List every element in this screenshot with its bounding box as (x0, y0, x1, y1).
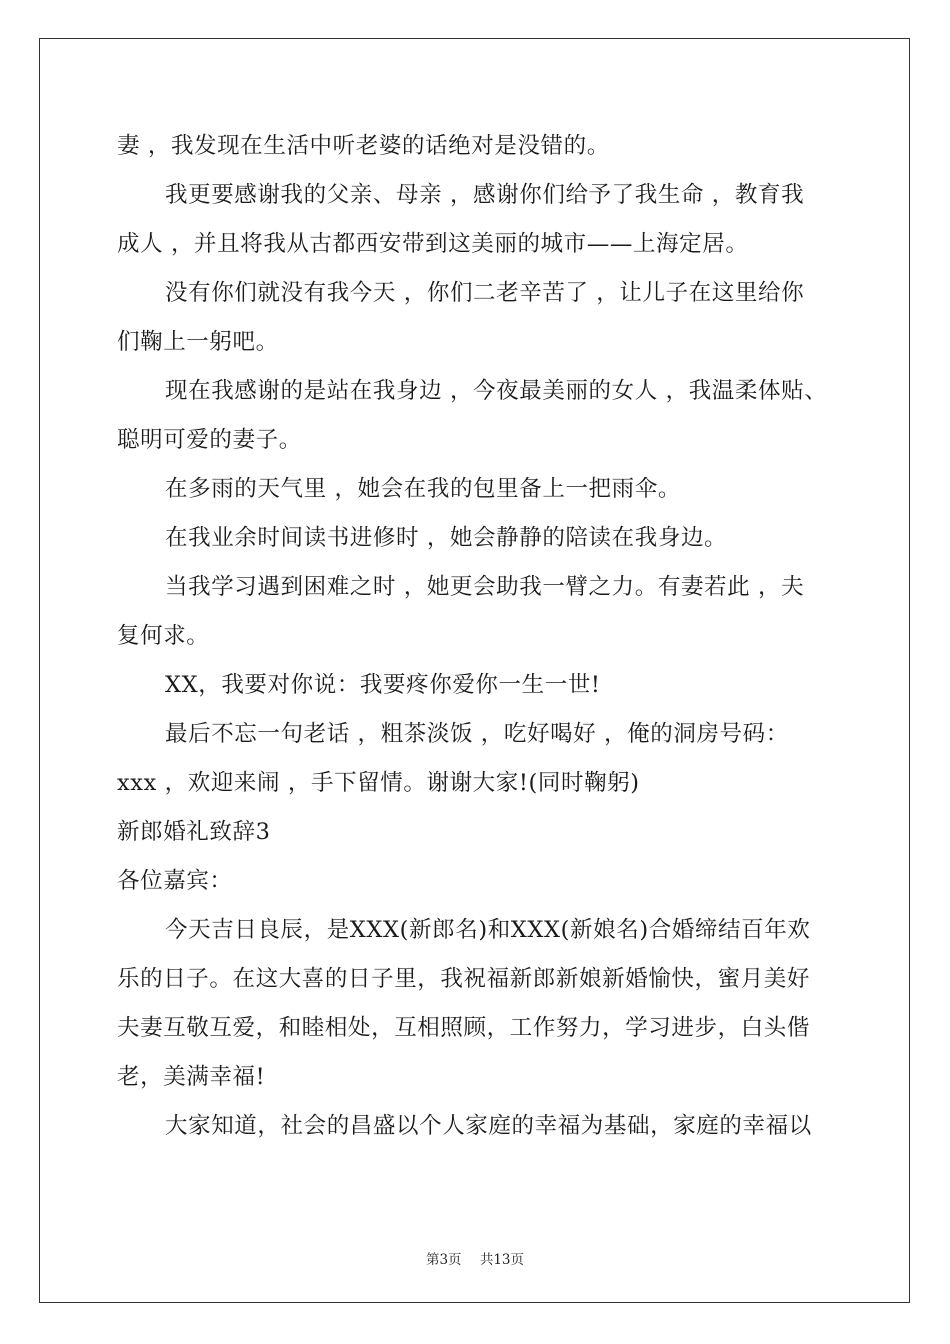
text-line: 我更要感谢我的父亲、母亲 ，感谢你们给予了我生命 ，教育我 (165, 182, 805, 208)
text-line: 成人 ，并且将我从古都西安带到这美丽的城市——上海定居。 (117, 231, 749, 257)
text-line: 复何求。 (117, 623, 210, 649)
page-total: 共13页 (479, 1252, 525, 1268)
text-line: 们鞠上一躬吧。 (117, 329, 279, 355)
text-line: 今天吉日良辰，是XXX(新郎名)和XXX(新娘名)合婚缔结百年欢 (165, 917, 811, 943)
document-body (117, 122, 837, 1151)
text-line: 夫妻互敬互爱，和睦相处，互相照顾，工作努力，学习进步，白头偕 (117, 1015, 811, 1041)
text-line: 没有你们就没有我今天 ，你们二老辛苦了 ，让儿子在这里给你 (165, 280, 805, 306)
text-line: 聪明可爱的妻子。 (117, 427, 302, 453)
section-heading: 新郎婚礼致辞3 (117, 819, 271, 845)
page-footer (0, 1248, 950, 1268)
text-line: 现在我感谢的是站在我身边 ，今夜最美丽的女人 ，我温柔体贴、 (165, 378, 828, 404)
text-line: 在我业余时间读书进修时 ，她会静静的陪读在我身边。 (165, 525, 728, 551)
text-line: 大家知道，社会的昌盛以个人家庭的幸福为基础，家庭的幸福以 (165, 1113, 812, 1139)
text-line: xxx ，欢迎来闹 ，手下留情。谢谢大家!(同时鞠躬) (117, 770, 640, 796)
salutation: 各位嘉宾： (117, 868, 233, 894)
text-line: 最后不忘一句老话 ，粗茶淡饭 ，吃好喝好 ，俺的洞房号码： (165, 721, 789, 747)
text-line: 老，美满幸福! (117, 1064, 266, 1090)
text-line: 妻 ，我发现在生活中听老婆的话绝对是没错的。 (117, 133, 610, 159)
text-line: 当我学习遇到困难之时 ，她更会助我一臂之力。有妻若此 ，夫 (165, 574, 805, 600)
text-line: 乐的日子。在这大喜的日子里，我祝福新郎新娘新婚愉快，蜜月美好 (117, 966, 811, 992)
page-number: 第3页 (425, 1252, 462, 1268)
text-line: XX，我要对你说：我要疼你爱你一生一世! (165, 672, 601, 698)
text-line: 在多雨的天气里 ，她会在我的包里备上一把雨伞。 (165, 476, 681, 502)
